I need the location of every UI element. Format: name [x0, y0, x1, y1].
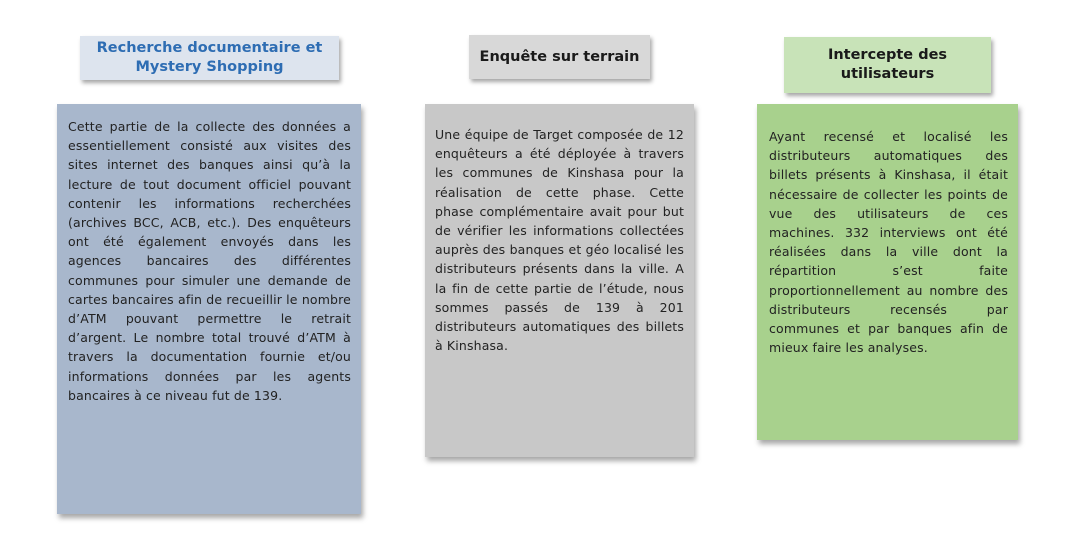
header-recherche-documentaire	[80, 36, 339, 80]
header-intercepte-utilisateurs-label: Intercepte des utilisateurs	[827, 47, 948, 82]
box-recherche-documentaire-text: Cette partie de la collecte des données a essentiellement consisté aux visites des sites internet des banques ainsi qu’à la lecture de tout document officiel pouvant contenir les informations recherchées (archives BCC, ACB, etc.). Des enquêteurs ont été également envoyés dans les agences bancaires des différentes communes pour simuler une demande de cartes bancaires afin de recueillir le nombre d’ATM pouvant permettre le retrait d’argent. Le nombre total trouvé d’ATM à travers la documentation fournie et/ou informations données par les agents bancaires à ce niveau fut de 139.	[68, 119, 351, 403]
box-intercepte-utilisateurs-text: Ayant recensé et localisé les distributeurs automatiques des billets présents à Kinshasa, il était nécessaire de collecter les points de vue des utilisateurs de ces machines. 332 interviews ont été réalisées dans la ville dont la répartition s’est faite proportionnellement au nombre des distributeurs recensés par communes et par banques afin de mieux faire les analyses.	[769, 129, 1008, 356]
box-recherche-documentaire	[57, 104, 361, 514]
header-enquete-terrain	[469, 35, 650, 79]
box-intercepte-utilisateurs	[757, 104, 1018, 440]
box-enquete-terrain-text: Une équipe de Target composée de 12 enquêteurs a été déployée à travers les communes de Kinshasa pour la réalisation de cette phase. Cette phase complémentaire avait pour but de vérifier les informations collectées auprès des banques et géo localisé les distributeurs présents dans la ville. A la fin de cette partie de l’étude, nous sommes passés de 139 à 201 distributeurs automatiques des billets à Kinshasa.	[435, 127, 684, 354]
header-recherche-documentaire-label: Recherche documentaire et Mystery Shopping	[96, 40, 323, 75]
box-enquete-terrain	[425, 104, 694, 457]
header-enquete-terrain-label: Enquête sur terrain	[479, 48, 640, 65]
header-intercepte-utilisateurs	[784, 37, 991, 93]
